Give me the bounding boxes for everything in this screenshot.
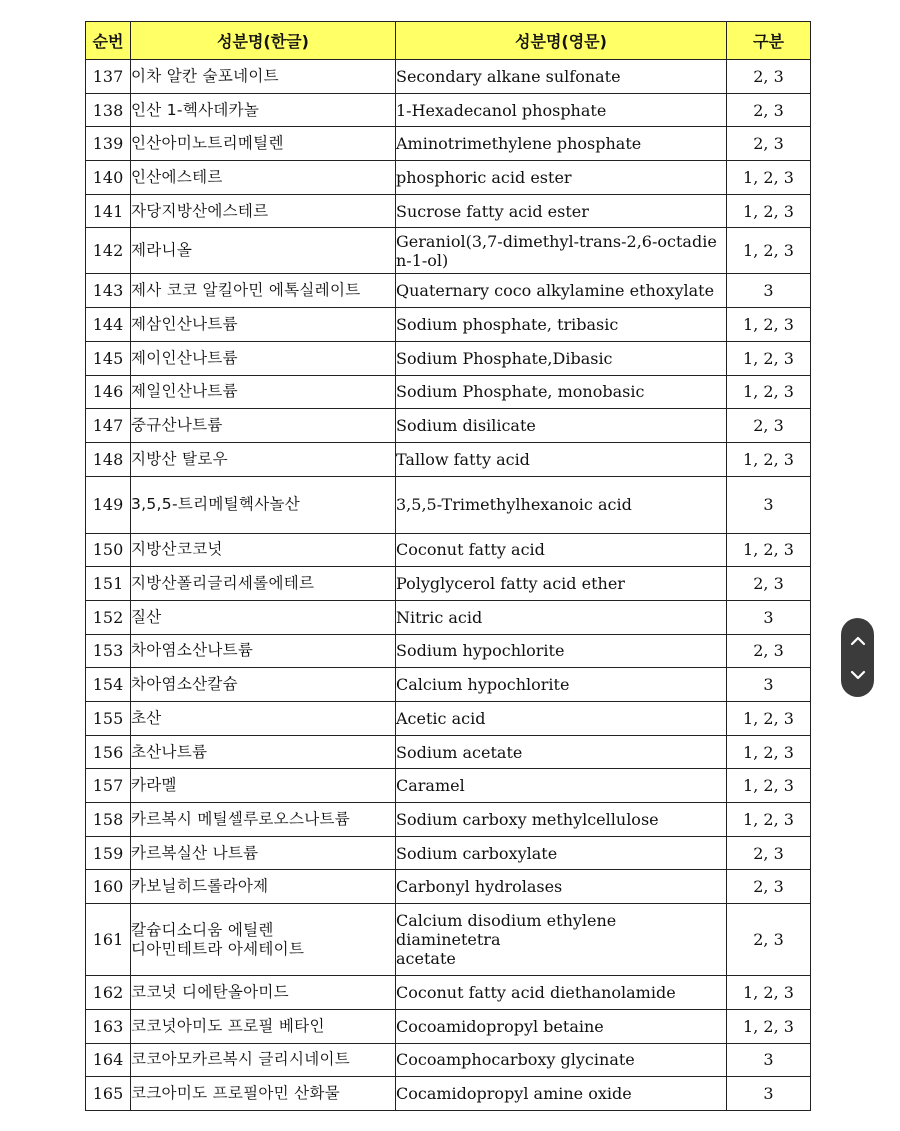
table-row (86, 194, 811, 228)
category-value: 1, 2, 3 (727, 308, 811, 342)
row-number: 138 (86, 93, 131, 127)
english-name: Tallow fatty acid (396, 442, 727, 476)
korean-name: 제삼인산나트륨 (131, 308, 396, 342)
table-row (86, 375, 811, 409)
row-number: 155 (86, 702, 131, 736)
table-row (86, 1043, 811, 1077)
korean-name: 카라멜 (131, 769, 396, 803)
row-number: 149 (86, 476, 131, 533)
korean-name: 초산나트륨 (131, 735, 396, 769)
category-value: 1, 2, 3 (727, 228, 811, 274)
korean-name: 차아염소산칼슘 (131, 668, 396, 702)
row-number: 143 (86, 274, 131, 308)
row-number: 140 (86, 161, 131, 195)
category-value: 1, 2, 3 (727, 976, 811, 1010)
table-row (86, 308, 811, 342)
korean-name: 차아염소산나트륨 (131, 634, 396, 668)
row-number: 160 (86, 870, 131, 904)
category-value: 2, 3 (727, 93, 811, 127)
category-value: 1, 2, 3 (727, 375, 811, 409)
table-row (86, 476, 811, 533)
header-category: 구분 (727, 22, 811, 60)
english-name: Sodium phosphate, tribasic (396, 308, 727, 342)
english-name: Caramel (396, 769, 727, 803)
category-value: 3 (727, 600, 811, 634)
english-name: Quaternary coco alkylamine ethoxylate (396, 274, 727, 308)
chevron-up-icon (850, 636, 866, 646)
category-value: 3 (727, 1077, 811, 1111)
table-row (86, 1077, 811, 1111)
category-value: 3 (727, 274, 811, 308)
table-row (86, 274, 811, 308)
english-name: Coconut fatty acid (396, 533, 727, 567)
korean-name: 카르복시 메틸셀루로오스나트륨 (131, 803, 396, 837)
header-name-en: 성분명(영문) (396, 22, 727, 60)
english-name: Calcium disodium ethylene diaminetetra acetate (396, 904, 727, 976)
korean-name: 제일인산나트륨 (131, 375, 396, 409)
english-name: 1-Hexadecanol phosphate (396, 93, 727, 127)
korean-name: 지방산폴리글리세롤에테르 (131, 567, 396, 601)
category-value: 2, 3 (727, 836, 811, 870)
row-number: 147 (86, 409, 131, 443)
category-value: 2, 3 (727, 870, 811, 904)
row-number: 141 (86, 194, 131, 228)
english-name: Cocoamidopropyl betaine (396, 1009, 727, 1043)
category-value: 3 (727, 668, 811, 702)
row-number: 152 (86, 600, 131, 634)
table-row (86, 634, 811, 668)
ingredient-table (85, 21, 811, 1111)
english-name: Sodium Phosphate, monobasic (396, 375, 727, 409)
category-value: 1, 2, 3 (727, 735, 811, 769)
chevron-down-icon (850, 670, 866, 680)
row-number: 150 (86, 533, 131, 567)
korean-name: 코코넛아미도 프로필 베타인 (131, 1009, 396, 1043)
table-row (86, 341, 811, 375)
row-number: 145 (86, 341, 131, 375)
table-row (86, 735, 811, 769)
korean-name: 이차 알칸 술포네이트 (131, 60, 396, 94)
row-number: 146 (86, 375, 131, 409)
english-name: Coconut fatty acid diethanolamide (396, 976, 727, 1010)
english-name: Geraniol(3,7-dimethyl-trans-2,6-octadien-1-ol) (396, 228, 727, 274)
row-number: 163 (86, 1009, 131, 1043)
table-row (86, 904, 811, 976)
category-value: 1, 2, 3 (727, 702, 811, 736)
english-name: Aminotrimethylene phosphate (396, 127, 727, 161)
korean-name: 제이인산나트륨 (131, 341, 396, 375)
table-row (86, 769, 811, 803)
korean-name: 코크아미도 프로필아민 산화물 (131, 1077, 396, 1111)
english-name: Cocoamphocarboxy glycinate (396, 1043, 727, 1077)
table-row (86, 533, 811, 567)
table-row (86, 668, 811, 702)
english-name: Calcium hypochlorite (396, 668, 727, 702)
korean-name: 초산 (131, 702, 396, 736)
korean-name: 인산 1-헥사데카놀 (131, 93, 396, 127)
korean-name: 중규산나트륨 (131, 409, 396, 443)
korean-name: 인산에스테르 (131, 161, 396, 195)
row-number: 148 (86, 442, 131, 476)
row-number: 142 (86, 228, 131, 274)
header-name-ko: 성분명(한글) (131, 22, 396, 60)
category-value: 1, 2, 3 (727, 1009, 811, 1043)
row-number: 165 (86, 1077, 131, 1111)
row-number: 164 (86, 1043, 131, 1077)
korean-name: 코코넛 디에탄올아미드 (131, 976, 396, 1010)
table-row (86, 161, 811, 195)
row-number: 157 (86, 769, 131, 803)
row-number: 158 (86, 803, 131, 837)
category-value: 1, 2, 3 (727, 533, 811, 567)
english-name: Sodium carboxy methylcellulose (396, 803, 727, 837)
category-value: 2, 3 (727, 904, 811, 976)
category-value: 2, 3 (727, 127, 811, 161)
table-row (86, 976, 811, 1010)
scroll-up-button[interactable] (841, 624, 874, 658)
table-row (86, 409, 811, 443)
english-name: Secondary alkane sulfonate (396, 60, 727, 94)
category-value: 1, 2, 3 (727, 442, 811, 476)
category-value: 1, 2, 3 (727, 341, 811, 375)
english-name: Sodium disilicate (396, 409, 727, 443)
category-value: 2, 3 (727, 634, 811, 668)
category-value: 2, 3 (727, 567, 811, 601)
english-name: Sodium carboxylate (396, 836, 727, 870)
korean-name: 코코아모카르복시 글리시네이트 (131, 1043, 396, 1077)
row-number: 156 (86, 735, 131, 769)
category-value: 3 (727, 1043, 811, 1077)
english-name: Sodium acetate (396, 735, 727, 769)
category-value: 1, 2, 3 (727, 803, 811, 837)
table-row (86, 228, 811, 274)
korean-name: 제사 코코 알킬아민 에톡실레이트 (131, 274, 396, 308)
english-name: phosphoric acid ester (396, 161, 727, 195)
row-number: 139 (86, 127, 131, 161)
english-name: Nitric acid (396, 600, 727, 634)
korean-name: 질산 (131, 600, 396, 634)
korean-name: 3,5,5-트리메틸헥사놀산 (131, 476, 396, 533)
row-number: 159 (86, 836, 131, 870)
category-value: 2, 3 (727, 60, 811, 94)
table-row (86, 93, 811, 127)
english-name: Sodium hypochlorite (396, 634, 727, 668)
category-value: 1, 2, 3 (727, 194, 811, 228)
row-number: 151 (86, 567, 131, 601)
english-name: Acetic acid (396, 702, 727, 736)
korean-name: 카르복실산 나트륨 (131, 836, 396, 870)
korean-name: 카보닐히드롤라아제 (131, 870, 396, 904)
table-row (86, 836, 811, 870)
english-name: Sucrose fatty acid ester (396, 194, 727, 228)
category-value: 1, 2, 3 (727, 769, 811, 803)
row-number: 162 (86, 976, 131, 1010)
table-row (86, 442, 811, 476)
category-value: 1, 2, 3 (727, 161, 811, 195)
table-row (86, 60, 811, 94)
english-name: Polyglycerol fatty acid ether (396, 567, 727, 601)
row-number: 154 (86, 668, 131, 702)
category-value: 2, 3 (727, 409, 811, 443)
korean-name: 인산아미노트리메틸렌 (131, 127, 396, 161)
table-row (86, 567, 811, 601)
korean-name: 제라니올 (131, 228, 396, 274)
row-number: 144 (86, 308, 131, 342)
korean-name: 지방산 탈로우 (131, 442, 396, 476)
english-name: 3,5,5-Trimethylhexanoic acid (396, 476, 727, 533)
row-number: 153 (86, 634, 131, 668)
english-name: Cocamidopropyl amine oxide (396, 1077, 727, 1111)
row-number: 137 (86, 60, 131, 94)
header-no: 순번 (86, 22, 131, 60)
english-name: Carbonyl hydrolases (396, 870, 727, 904)
korean-name: 칼슘디소디움 에틸렌 디아민테트라 아세테이트 (131, 904, 396, 976)
row-number: 161 (86, 904, 131, 976)
korean-name: 지방산코코넛 (131, 533, 396, 567)
scroll-down-button[interactable] (841, 658, 874, 692)
table-row (86, 1009, 811, 1043)
table-row (86, 702, 811, 736)
table-header-row (86, 22, 811, 60)
english-name: Sodium Phosphate,Dibasic (396, 341, 727, 375)
page-scroll-control (841, 618, 874, 697)
table-row (86, 127, 811, 161)
table-row (86, 600, 811, 634)
korean-name: 자당지방산에스테르 (131, 194, 396, 228)
table-row (86, 870, 811, 904)
table-row (86, 803, 811, 837)
category-value: 3 (727, 476, 811, 533)
